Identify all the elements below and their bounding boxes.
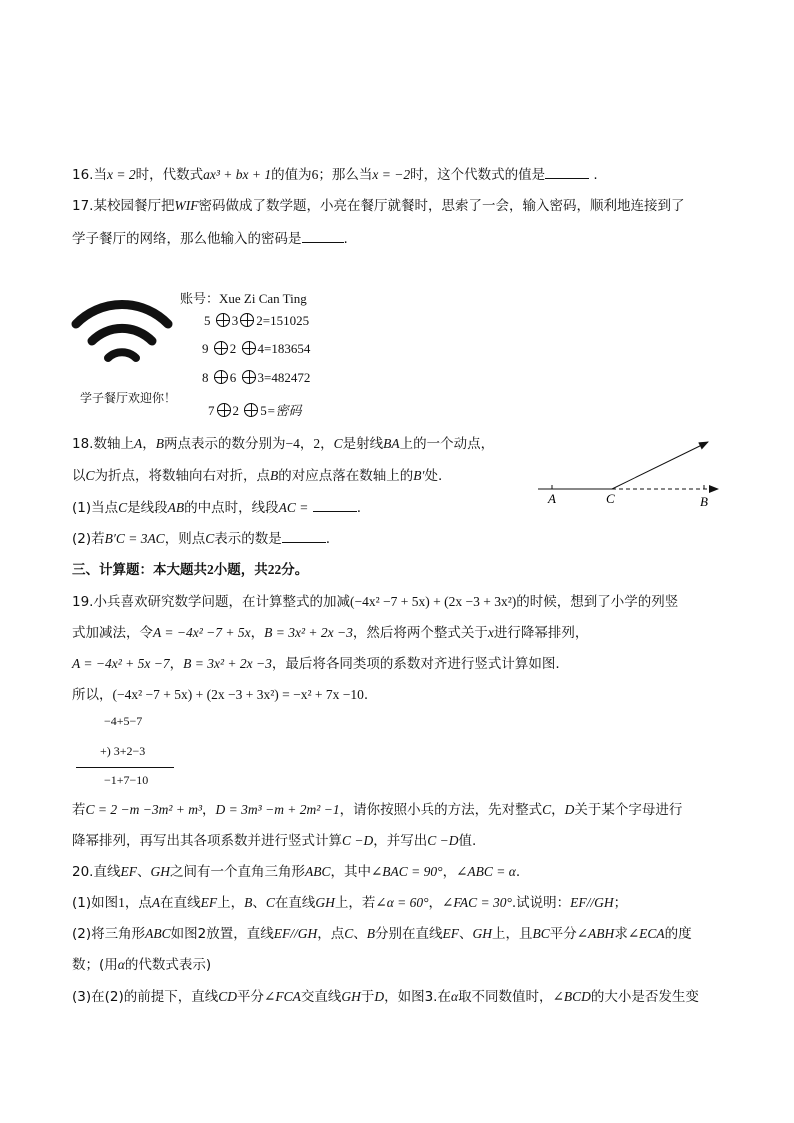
- oplus-icon: [242, 341, 256, 355]
- point-a-label: A: [548, 491, 556, 506]
- vertical-calc-result: −1+7−10: [104, 773, 149, 787]
- question-18-part-2: (2)若B′C = 3AC，则点C表示的数是 .: [72, 528, 330, 549]
- answer-blank[interactable]: [545, 164, 589, 179]
- q17-text: 密码做成了数学题，小亮在餐厅就餐时，思索了一会，输入密码，顺利地连接到了: [198, 198, 685, 214]
- q16-text: 的值为: [271, 167, 312, 183]
- vertical-calc-row-1: −4+5−7: [104, 714, 143, 728]
- point-c-label: C: [606, 491, 615, 506]
- password-row: 8 6 3=482472: [202, 370, 311, 385]
- question-20-line-1: 20.直线EF、GH之间有一个直角三角形ABC，其中∠BAC = 90°，∠ABC = α.: [72, 864, 521, 880]
- question-17-line-1: [72, 196, 684, 216]
- password-row: 5 3 2=151025: [204, 313, 310, 328]
- q17-text: .: [343, 231, 348, 247]
- question-18-line-2: 以C为折点，将数轴向右对折，点B的对应点落在数轴上的B′处.: [72, 468, 443, 484]
- q16-text: .: [593, 167, 598, 183]
- answer-blank[interactable]: [302, 228, 344, 243]
- q16-math: 6: [311, 167, 319, 182]
- q16-math: x = −2: [372, 167, 411, 182]
- password-row: 9 2 4=183654: [202, 341, 311, 356]
- wifi-account: 账号：Xue Zi Can Ting: [180, 291, 307, 306]
- oplus-icon: [216, 313, 230, 327]
- question-18-line-1: 18.数轴上A，B两点表示的数分别为−4，2，C是射线BA上的一个动点，: [72, 436, 495, 452]
- question-17-line-2: [72, 228, 348, 249]
- point-b-label: B: [700, 494, 708, 509]
- question-20-part-1: (1)如图1，点A在直线EF上，B、C在直线GH上，若∠α = 60°，∠FAC = 30°.试说明：EF//GH；: [72, 895, 628, 911]
- answer-blank[interactable]: [282, 528, 326, 543]
- wifi-welcome-text: 学子餐厅欢迎你！: [80, 391, 177, 405]
- q17-text: 学子餐厅的网络，那么他输入的密码是: [72, 231, 302, 247]
- wifi-icon: [70, 294, 174, 378]
- q16-text: ；那么当: [318, 167, 373, 183]
- question-19-line-3: A = −4x² + 5x −7，B = 3x² + 2x −3，最后将各同类项的系数对齐进行竖式计算如图.: [72, 656, 560, 672]
- password-row: 7 2 5=密码: [208, 403, 302, 418]
- oplus-icon: [244, 403, 258, 417]
- q16-text: 16.当: [72, 167, 107, 183]
- question-20-part-3: (3)在(2)的前提下，直线CD平分∠FCA交直线GH于D，如图3.在α取不同数值时，∠BCD的大小是否发生变: [72, 989, 699, 1005]
- question-20-part-2-cont: 数；(用α的代数式表示): [72, 957, 212, 973]
- answer-blank[interactable]: [313, 497, 357, 512]
- q17-text: 17.某校园餐厅把: [72, 198, 175, 214]
- oplus-icon: [217, 403, 231, 417]
- number-line-figure: [530, 434, 730, 514]
- q16-math: x = 2: [106, 167, 136, 182]
- q16-text: 时，代数式: [135, 167, 204, 183]
- vertical-calc-divider: [76, 767, 174, 768]
- q16-math: ax³ + bx + 1: [203, 167, 272, 182]
- question-19-line-4: 所以，(−4x² −7 + 5x) + (2x −3 + 3x²) = −x² + 7x −10.: [72, 687, 369, 703]
- q17-math: WIF: [174, 198, 199, 213]
- question-19-line-5: 若C = 2 −m −3m² + m³，D = 3m³ −m + 2m² −1，请你按照小兵的方法，先对整式C，D关于某个字母进行: [72, 802, 683, 818]
- oplus-icon: [242, 370, 256, 384]
- question-19-line-6: 降幂排列，再写出其各项系数并进行竖式计算C −D，并写出C −D值.: [72, 833, 477, 849]
- question-19-line-1: 19.小兵喜欢研究数学问题，在计算整式的加减(−4x² −7 + 5x) + (2x −3 + 3x²)的时候，想到了小学的列竖: [72, 594, 679, 610]
- section-heading: 三、计算题：本大题共2小题，共22分。: [72, 562, 309, 578]
- oplus-icon: [214, 341, 228, 355]
- oplus-icon: [214, 370, 228, 384]
- question-19-line-2: 式加减法，令A = −4x² −7 + 5x，B = 3x² + 2x −3，然后将两个整式关于x进行降幂排列，: [72, 625, 589, 641]
- vertical-calc-row-2: +) 3+2−3: [100, 744, 146, 758]
- question-18-part-1: (1)当点C是线段AB的中点时，线段AC = .: [72, 497, 361, 518]
- oplus-icon: [240, 313, 254, 327]
- question-16: [72, 164, 598, 185]
- question-20-part-2: (2)将三角形ABC如图2放置，直线EF//GH，点C、B分别在直线EF、GH上，且BC平分∠ABH求∠ECA的度: [72, 926, 692, 942]
- q16-text: 时，这个代数式的值是: [410, 167, 546, 183]
